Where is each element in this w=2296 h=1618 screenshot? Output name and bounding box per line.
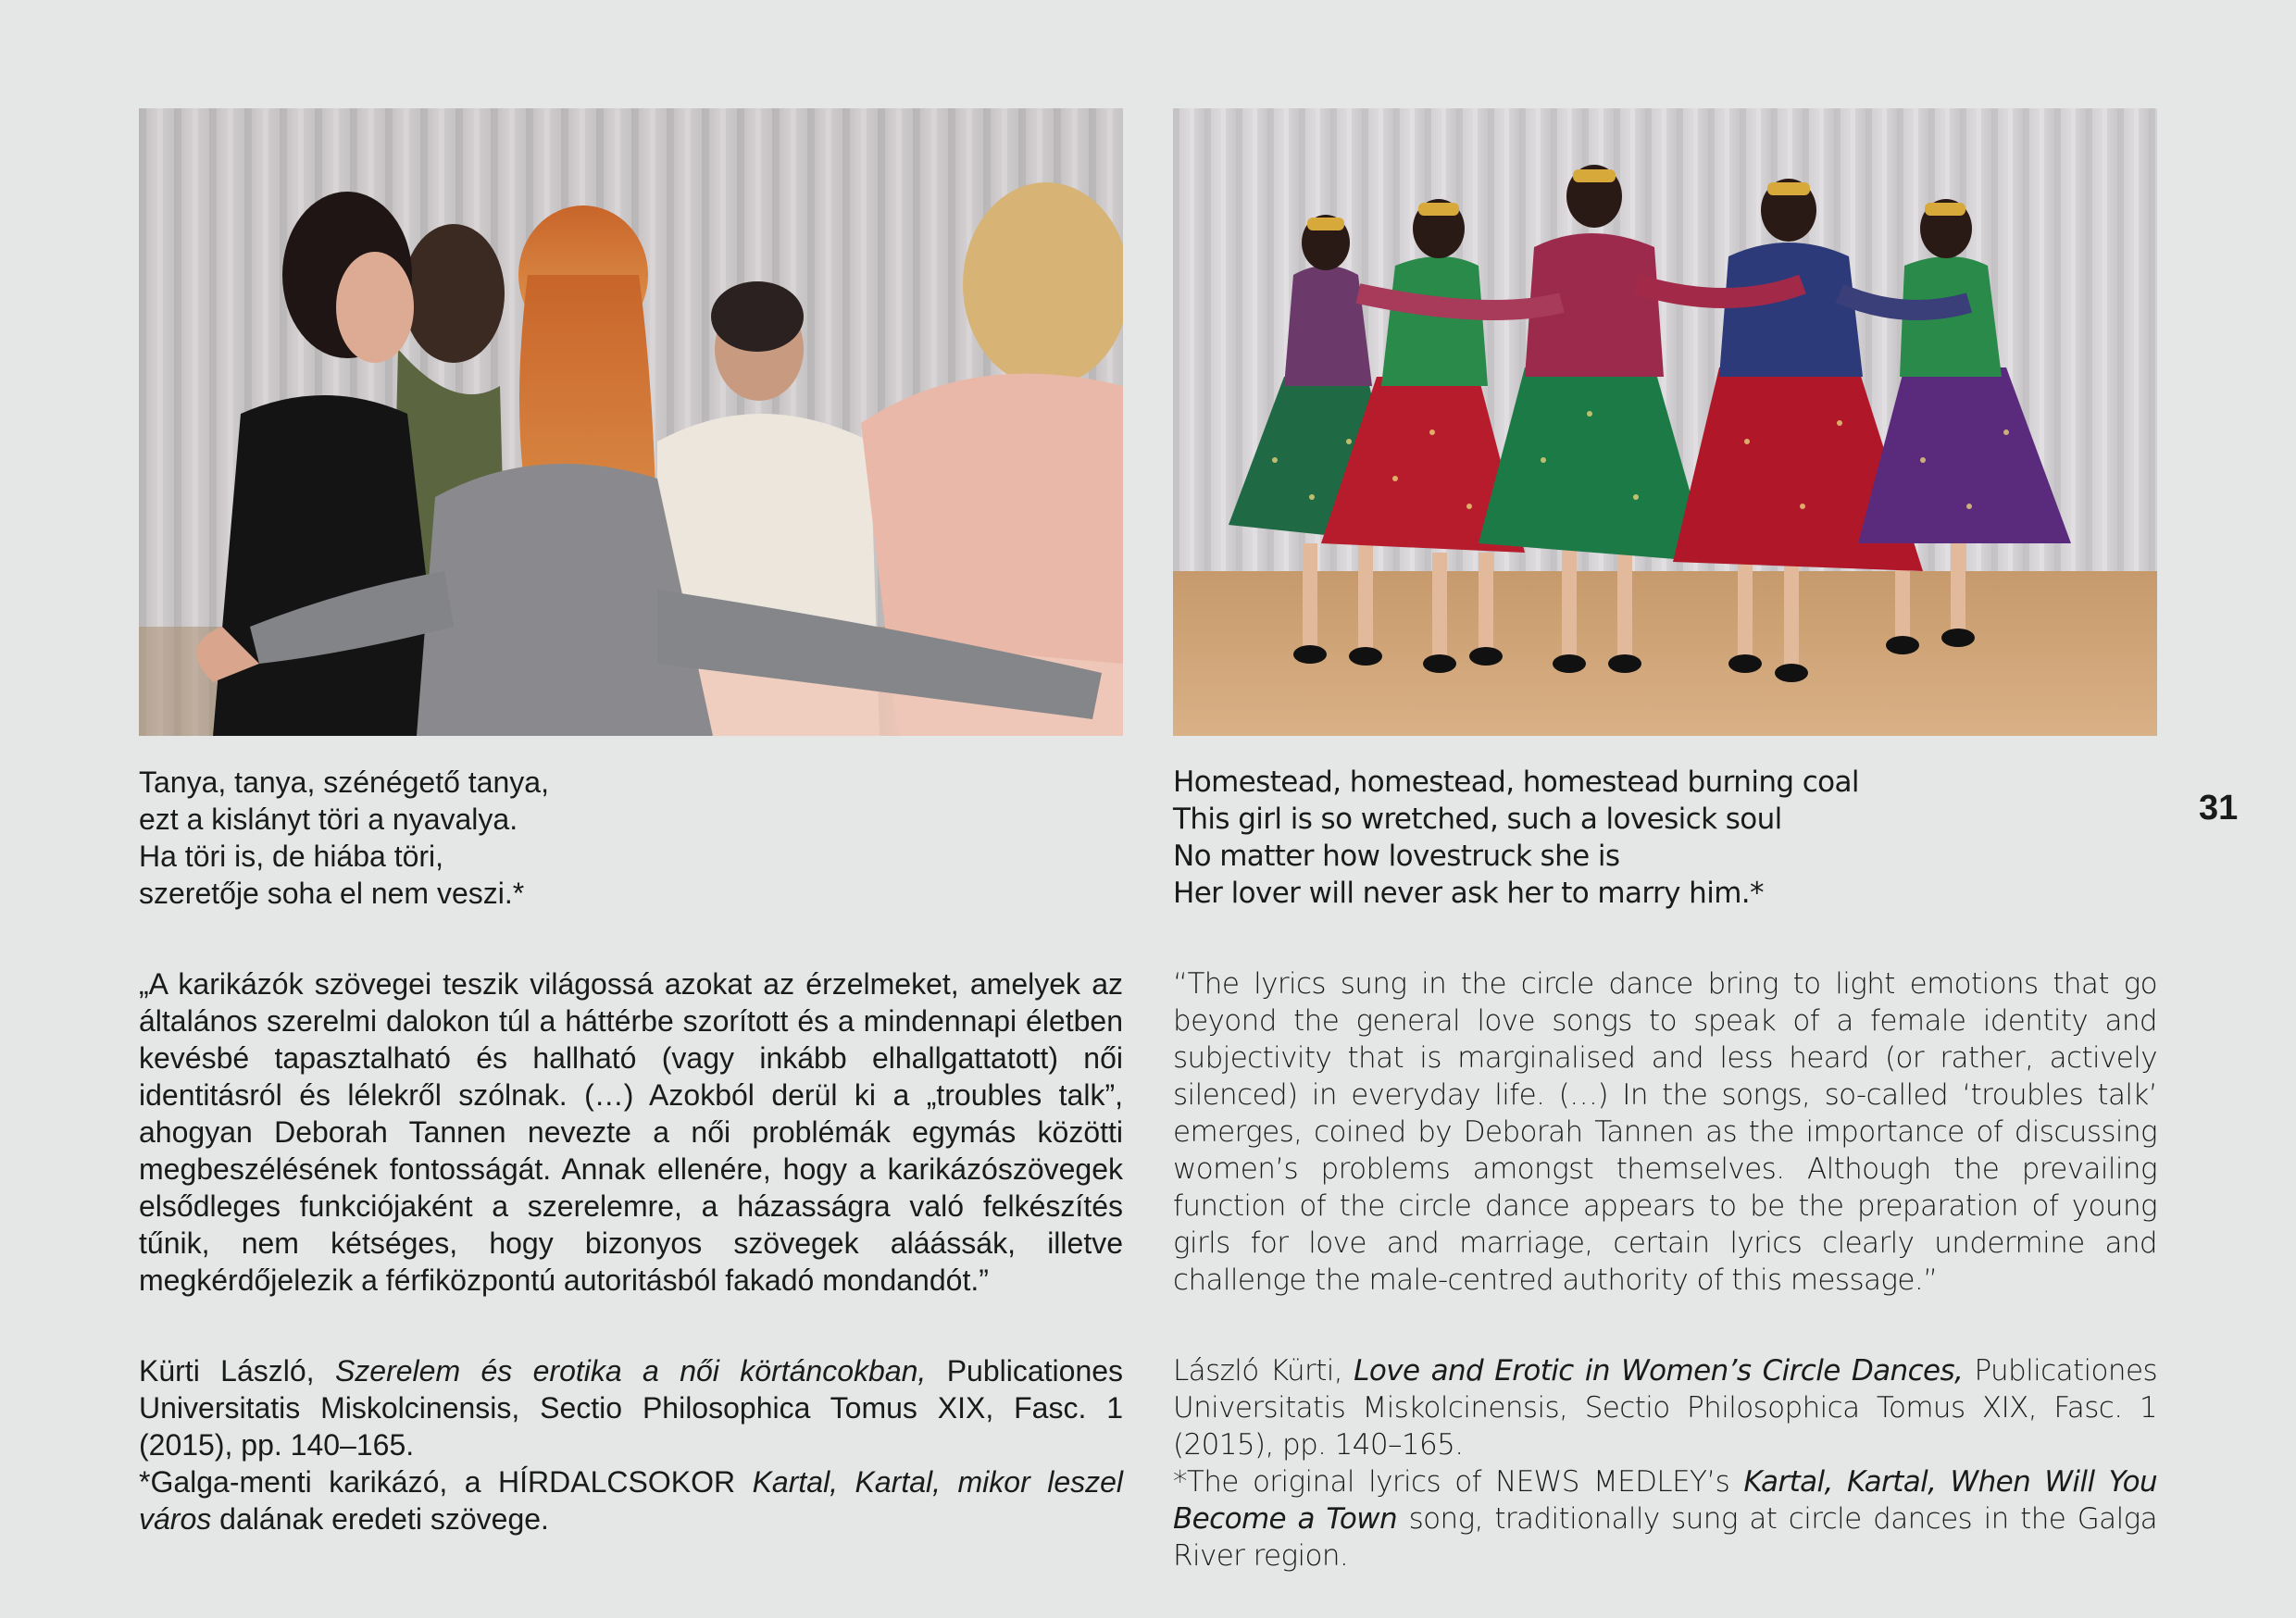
- footnote-song-title: Kartal, Kartal, When Will You Become a Town: [1173, 1465, 2157, 1536]
- reference-title: Szerelem és erotika a női körtáncokban,: [334, 1354, 927, 1388]
- hungarian-verse: [139, 764, 1123, 912]
- english-quote: “The lyrics sung in the circle dance bring to light emotions that go beyond the general love songs to speak of a female identity and subjectivity that is marginalised and less heard (or rather, actively silenced) in everyday life. (…) In the songs, so-called ‘troubles talk’ emerges, coined by Deborah Tannen as the importance of discussing women’s problems amongst themselves. Although the prevailing function of the circle dance appears to be the preparation of young girls for love and marriage, certain lyrics clearly undermine and challenge the male-centred authority of this message.”: [1173, 967, 2157, 1297]
- rehearsal-photo: [139, 108, 1123, 736]
- reference-author: László Kürti,: [1173, 1354, 1343, 1388]
- verse-line: Tanya, tanya, szénégető tanya,: [139, 765, 549, 799]
- page-number: 31: [2199, 789, 2239, 828]
- reference-publication: Publicationes Universitatis Miskolcinensis, Sectio Philosophica Tomus XIX, Fasc. 1 (2015), pp. 140–165.: [1173, 1354, 2157, 1462]
- hungarian-footnote: [139, 1463, 1123, 1537]
- folk-dance-photo: [1173, 108, 2157, 736]
- verse-line: Her lover will never ask her to marry him.*: [1173, 877, 1764, 910]
- rehearsal-photo-image: [139, 108, 1123, 736]
- hungarian-quote: „A karikázók szövegei teszik világossá azokat az érzelmeket, amelyek az általános szerelmi dalokon túl a háttérbe szorított és a mindennapi életben kevésbé tapasztalható és hallható (vagy inkább elhallgattatott) női identitásról és lélekről szólnak. (…) Azokból derül ki a „troubles talk”, ahogyan Deborah Tannen nevezte a női problémák egymás közötti megbeszélésének fontosságát. Annak ellenére, hogy a karikázószövegek elsődleges funkciójaként a szerelemre, a házasságra való felkészítés tűnik, nem kétséges, hogy bizonyos szövegek aláássák, illetve megkérdőjelezik a férfiközpontú autoritásból fakadó mondandót.”: [139, 967, 1123, 1297]
- verse-line: Homestead, homestead, homestead burning coal: [1173, 765, 1859, 799]
- footnote-prefix: *The original lyrics of NEWS MEDLEY’s: [1173, 1465, 1730, 1499]
- folk-dance-photo-image: [1173, 108, 2157, 736]
- hungarian-column: [139, 764, 1123, 1537]
- verse-line: szeretője soha el nem veszi.*: [139, 877, 525, 910]
- english-verse: [1173, 764, 2157, 912]
- footnote-song-title: Kartal, Kartal, mikor leszel város: [139, 1465, 1124, 1536]
- hungarian-reference: [139, 1352, 1123, 1463]
- reference-title: Love and Erotic in Women’s Circle Dances,: [1354, 1354, 1964, 1388]
- reference-publication: Publicationes Universitatis Miskolcinensis, Sectio Philosophica Tomus XIX, Fasc. 1 (2015), pp. 140–165.: [139, 1354, 1124, 1462]
- footnote-prefix: *Galga-menti karikázó, a HÍRDALCSOKOR: [139, 1465, 736, 1499]
- verse-line: No matter how lovestruck she is: [1173, 840, 1620, 873]
- footnote-suffix: dalának eredeti szövege.: [219, 1502, 549, 1536]
- english-footnote: [1173, 1463, 2157, 1574]
- english-column: [1173, 764, 2157, 1574]
- reference-author: Kürti László,: [139, 1354, 315, 1388]
- verse-line: This girl is so wretched, such a lovesick soul: [1173, 803, 1782, 836]
- verse-line: ezt a kislányt töri a nyavalya.: [139, 803, 518, 836]
- footnote-suffix: song, traditionally sung at circle dances in the Galga River region.: [1173, 1502, 2157, 1573]
- english-reference: [1173, 1352, 2157, 1463]
- verse-line: Ha töri is, de hiába töri,: [139, 840, 444, 873]
